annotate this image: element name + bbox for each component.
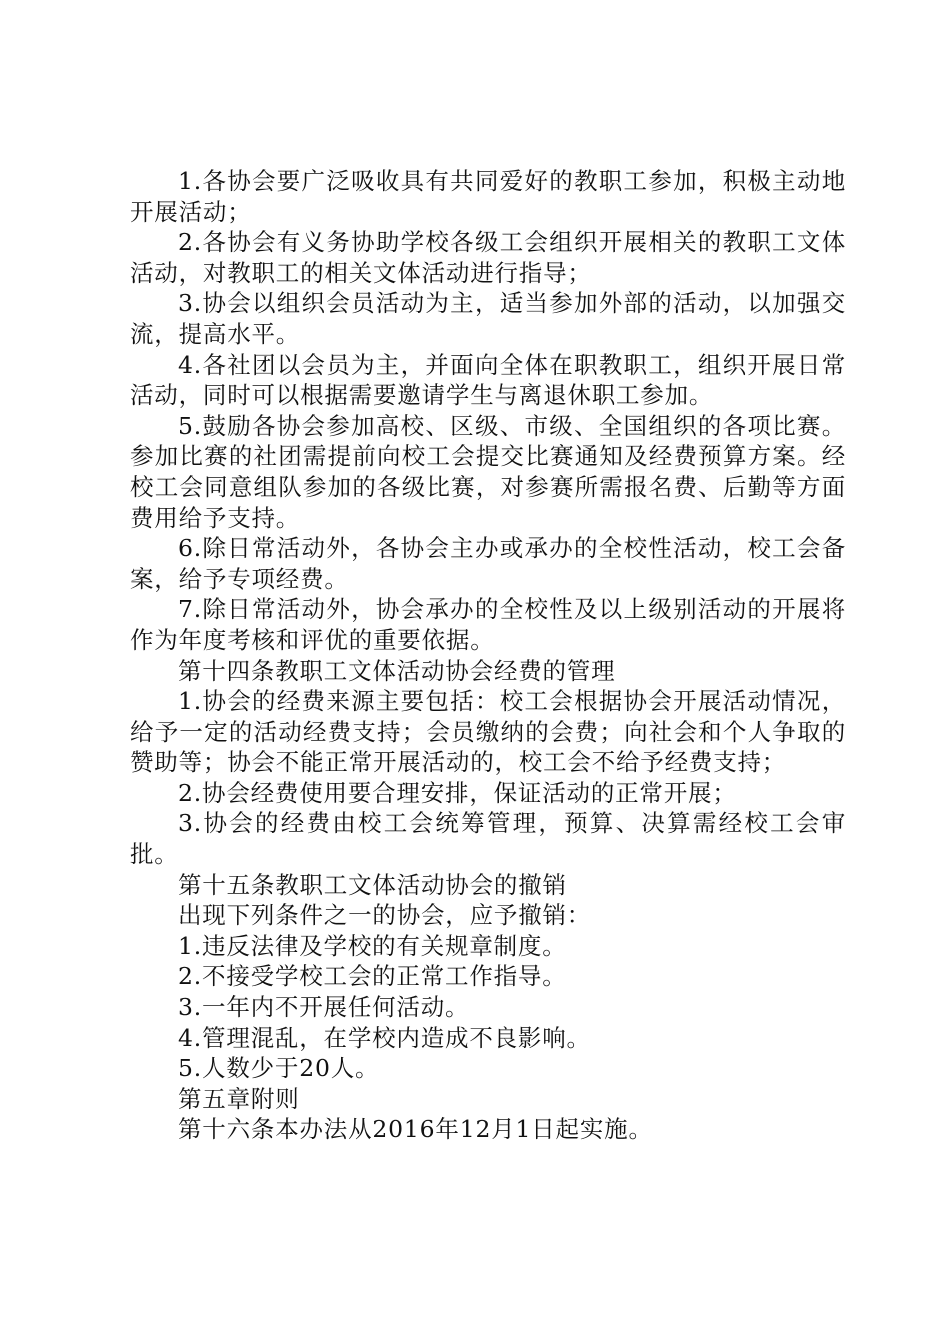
paragraph-revocation-5: 5.人数少于20人。 xyxy=(178,1054,380,1083)
document-body xyxy=(130,166,846,1145)
paragraph-revocation-1: 1.违反法律及学校的有关规章制度。 xyxy=(178,931,567,960)
paragraph-funding-1: 1.协会的经费来源主要包括：校工会根据协会开展活动情况，给予一定的活动经费支持；会员缴纳的会费；向社会和个人争取的赞助等；协会不能正常开展活动的，校工会不给予经费支持； xyxy=(130,687,846,777)
paragraph-revocation-4: 4.管理混乱，在学校内造成不良影响。 xyxy=(178,1023,591,1052)
paragraph-funding-3: 3.协会的经费由校工会统筹管理，预算、决算需经校工会审批。 xyxy=(130,809,846,869)
paragraph-revocation-3: 3.一年内不开展任何活动。 xyxy=(178,993,470,1022)
chapter-5-heading: 第五章附则 xyxy=(178,1084,300,1113)
paragraph-rule-1: 1.各协会要广泛吸收具有共同爱好的教职工参加，积极主动地开展活动； xyxy=(130,167,846,226)
paragraph-rule-4: 4.各社团以会员为主，并面向全体在职教职工，组织开展日常活动，同时可以根据需要邀请学生与离退休职工参加。 xyxy=(130,350,846,410)
article-16-text: 第十六条本办法从2016年12月1日起实施。 xyxy=(178,1115,653,1144)
paragraph-revocation-intro: 出现下列条件之一的协会，应予撤销： xyxy=(178,901,592,930)
paragraph-rule-2: 2.各协会有义务协助学校各级工会组织开展相关的教职工文体活动，对教职工的相关文体活动进行指导； xyxy=(130,228,846,287)
paragraph-rule-3: 3.协会以组织会员活动为主，适当参加外部的活动，以加强交流，提高水平。 xyxy=(130,289,846,348)
article-15-heading: 第十五条教职工文体活动协会的撤销 xyxy=(178,870,567,899)
paragraph-rule-5: 5.鼓励各协会参加高校、区级、市级、全国组织的各项比赛。参加比赛的社团需提前向校工会提交比赛通知及经费预算方案。经校工会同意组队参加的各级比赛，对参赛所需报名费、后勤等方面费用给予支持。 xyxy=(130,411,846,532)
article-14-heading: 第十四条教职工文体活动协会经费的管理 xyxy=(178,656,616,685)
paragraph-funding-2: 2.协会经费使用要合理安排，保证活动的正常开展； xyxy=(178,778,737,807)
paragraph-revocation-2: 2.不接受学校工会的正常工作指导。 xyxy=(178,962,567,991)
paragraph-rule-7: 7.除日常活动外，协会承办的全校性及以上级别活动的开展将作为年度考核和评优的重要依据。 xyxy=(130,595,846,654)
paragraph-rule-6: 6.除日常活动外，各协会主办或承办的全校性活动，校工会备案，给予专项经费。 xyxy=(130,534,846,593)
